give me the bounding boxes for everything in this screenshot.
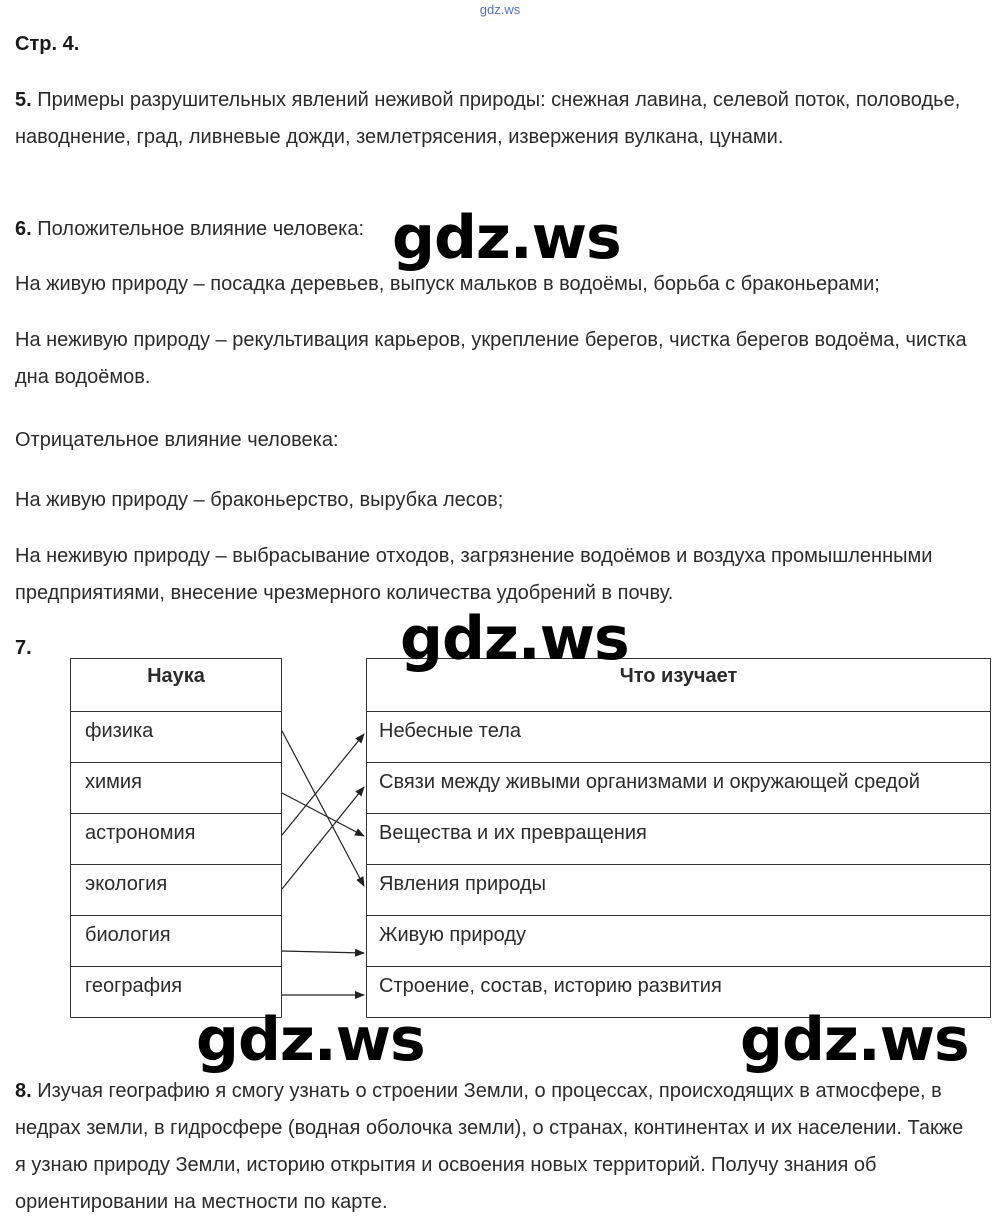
- page-label: Стр. 4.: [15, 33, 80, 55]
- answer-8: [15, 1073, 975, 1221]
- science-cell: физика: [71, 712, 282, 763]
- sciences-header: Наука: [71, 659, 282, 712]
- watermark: gdz.ws: [740, 1005, 969, 1075]
- subjects-header: Что изучает: [367, 659, 991, 712]
- subject-cell: Вещества и их превращения: [367, 814, 991, 865]
- answer-8-text: Изучая географию я смогу узнать о строении Земли, о процессах, происходящих в атмосфере, в недрах земли, в гидросфере (водная оболочка земли), о странах, континентах и их населении. Также я узнаю природу Земли, историю открытия и освоения новых территорий. Получу знания об ориентировании на местности по карте.: [15, 1080, 964, 1213]
- answer-8-number: 8.: [15, 1080, 32, 1102]
- subject-cell: Связи между живыми организмами и окружающей средой: [367, 763, 991, 814]
- positive-living: На живую природу – посадка деревьев, выпуск мальков в водоёмы, борьба с браконьерами;: [15, 273, 880, 295]
- subject-cell: Строение, состав, историю развития: [367, 967, 991, 1018]
- subject-cell: Небесные тела: [367, 712, 991, 763]
- science-cell: экология: [71, 865, 282, 916]
- science-cell: астрономия: [71, 814, 282, 865]
- negative-nonliving: На неживую природу – выбрасывание отходов, загрязнение водоёмов и воздуха промышленными предприятиями, внесение чрезмерного количества удобрений в почву.: [15, 545, 933, 604]
- negative-influence-title: Отрицательное влияние человека:: [15, 429, 339, 451]
- subject-cell: Явления природы: [367, 865, 991, 916]
- subject-cell: Живую природу: [367, 916, 991, 967]
- answer-6-number: 6.: [15, 218, 32, 240]
- positive-nonliving: На неживую природу – рекультивация карьеров, укрепление берегов, чистка берегов водоёма, чистка дна водоёмов.: [15, 329, 967, 388]
- positive-influence-title: Положительное влияние человека:: [37, 218, 365, 240]
- match-arrow: [282, 731, 364, 886]
- science-cell: химия: [71, 763, 282, 814]
- match-arrow: [282, 787, 364, 889]
- watermark: gdz.ws: [392, 203, 621, 273]
- answer-5-text: Примеры разрушительных явлений неживой природы: снежная лавина, селевой поток, половодье, наводнение, град, ливневые дожди, землетрясения, извержения вулкана, цунами.: [15, 89, 961, 148]
- answer-5-number: 5.: [15, 89, 32, 111]
- science-cell: биология: [71, 916, 282, 967]
- science-cell: география: [71, 967, 282, 1018]
- watermark-top: gdz.ws: [479, 2, 521, 17]
- watermark: gdz.ws: [400, 604, 629, 674]
- negative-living: На живую природу – браконьерство, вырубка лесов;: [15, 489, 504, 511]
- match-arrow: [282, 951, 364, 953]
- answer-7-number: 7.: [15, 637, 32, 659]
- match-arrow: [282, 793, 364, 836]
- watermark: gdz.ws: [196, 1005, 425, 1075]
- match-arrow: [282, 734, 364, 835]
